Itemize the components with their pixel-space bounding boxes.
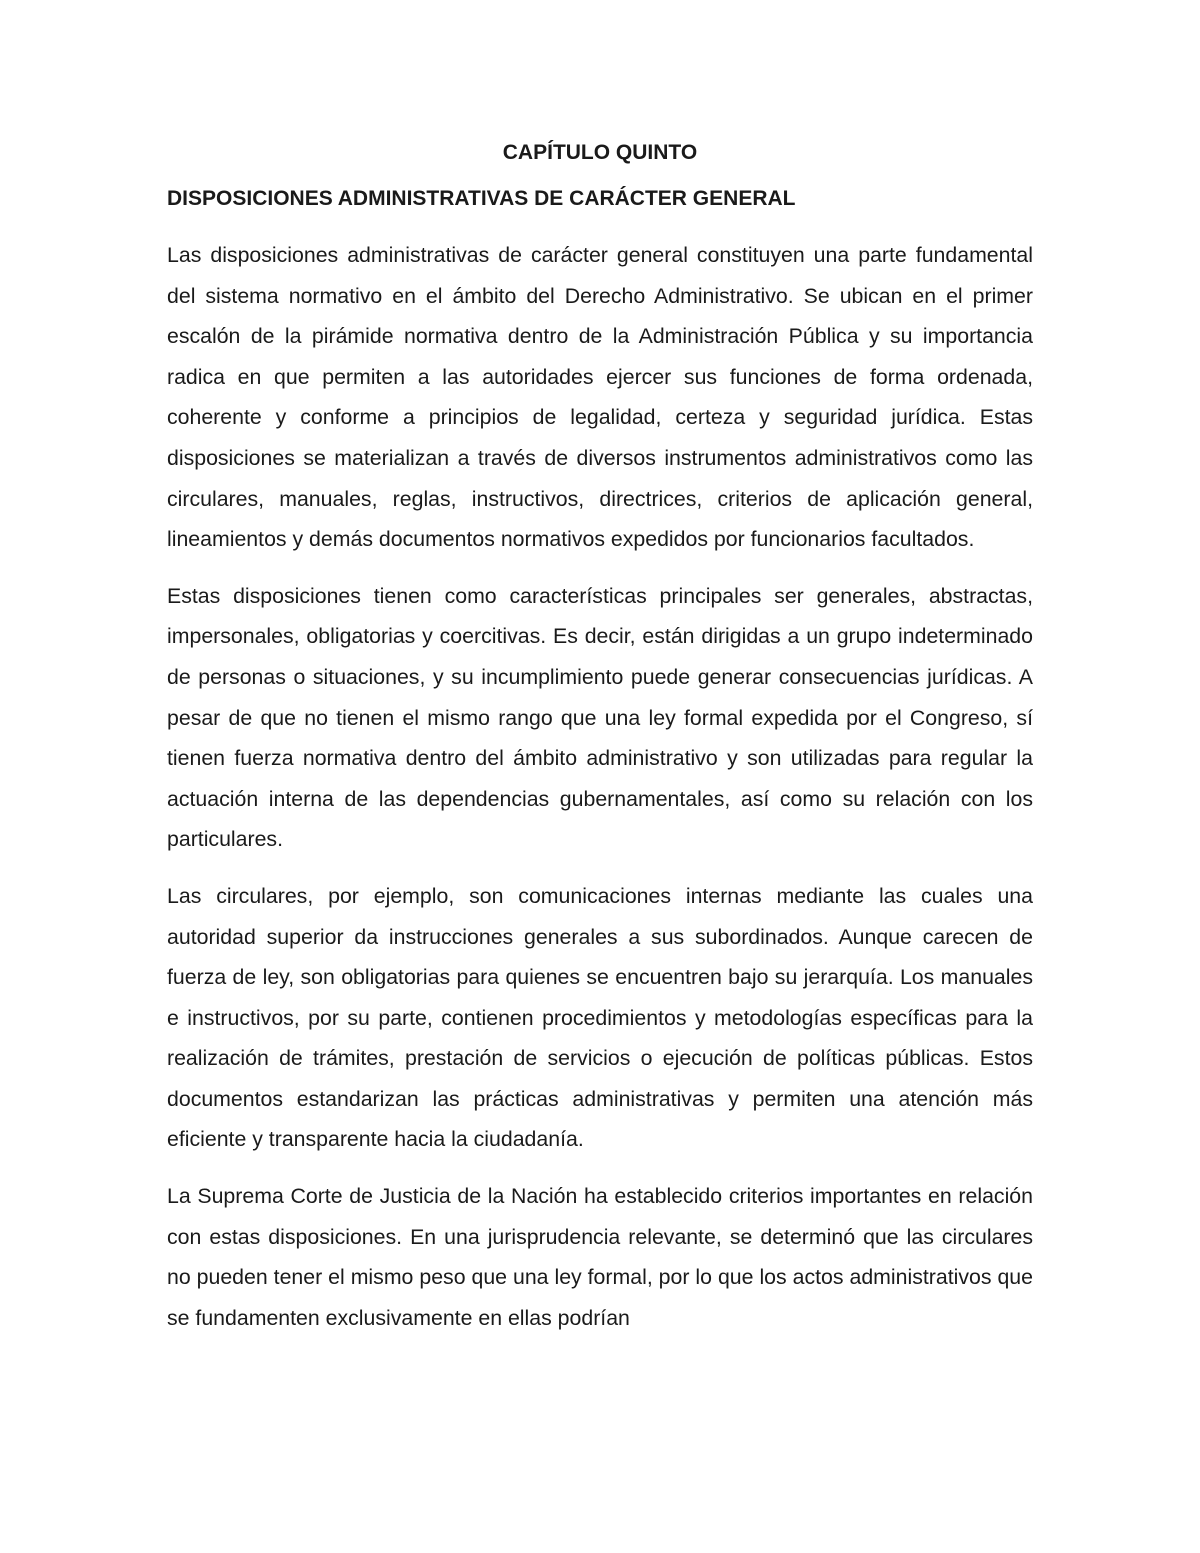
paragraph-2: Estas disposiciones tienen como características principales ser generales, abstractas, impersonales, obligatorias y coercitivas. Es decir, están dirigidas a un grupo indeterminado de personas o situaciones, y su incumplimiento puede generar consecuencias jurídicas. A pesar de que no tienen el mismo rango que una ley formal expedida por el Congreso, sí tienen fuerza normativa dentro del ámbito administrativo y son utilizadas para regular la actuación interna de las dependencias gubernamentales, así como su relación con los particulares.	[167, 583, 1033, 852]
document-body	[167, 235, 1033, 1338]
document-content	[167, 134, 1033, 1338]
paragraph-1: Las disposiciones administrativas de carácter general constituyen una parte fundamental del sistema normativo en el ámbito del Derecho Administrativo. Se ubican en el primer escalón de la pirámide normativa dentro de la Administración Pública y su importancia radica en que permiten a las autoridades ejercer sus funciones de forma ordenada, coherente y conforme a principios de legalidad, certeza y seguridad jurídica. Estas disposiciones se materializan a través de diversos instrumentos administrativos como las circulares, manuales, reglas, instructivos, directrices, criterios de aplicación general, lineamientos y demás documentos normativos expedidos por funcionarios facultados.	[167, 243, 1033, 552]
chapter-title: CAPÍTULO QUINTO	[502, 141, 698, 164]
paragraph-3: Las circulares, por ejemplo, son comunicaciones internas mediante las cuales una autoridad superior da instrucciones generales a sus subordinados. Aunque carecen de fuerza de ley, son obligatorias para quienes se encuentren bajo su jerarquía. Los manuales e instructivos, por su parte, contienen procedimientos y metodologías específicas para la realización de trámites, prestación de servicios o ejecución de políticas públicas. Estos documentos estandarizan las prácticas administrativas y permiten una atención más eficiente y transparente hacia la ciudadanía.	[167, 883, 1033, 1152]
section-title: DISPOSICIONES ADMINISTRATIVAS DE CARÁCTER GENERAL	[167, 187, 796, 210]
paragraph-4: La Suprema Corte de Justicia de la Nación ha establecido criterios importantes en relación con estas disposiciones. En una jurisprudencia relevante, se determinó que las circulares no pueden tener el mismo peso que una ley formal, por lo que los actos administrativos que se fundamenten exclusivamente en ellas podrían	[167, 1184, 1033, 1330]
